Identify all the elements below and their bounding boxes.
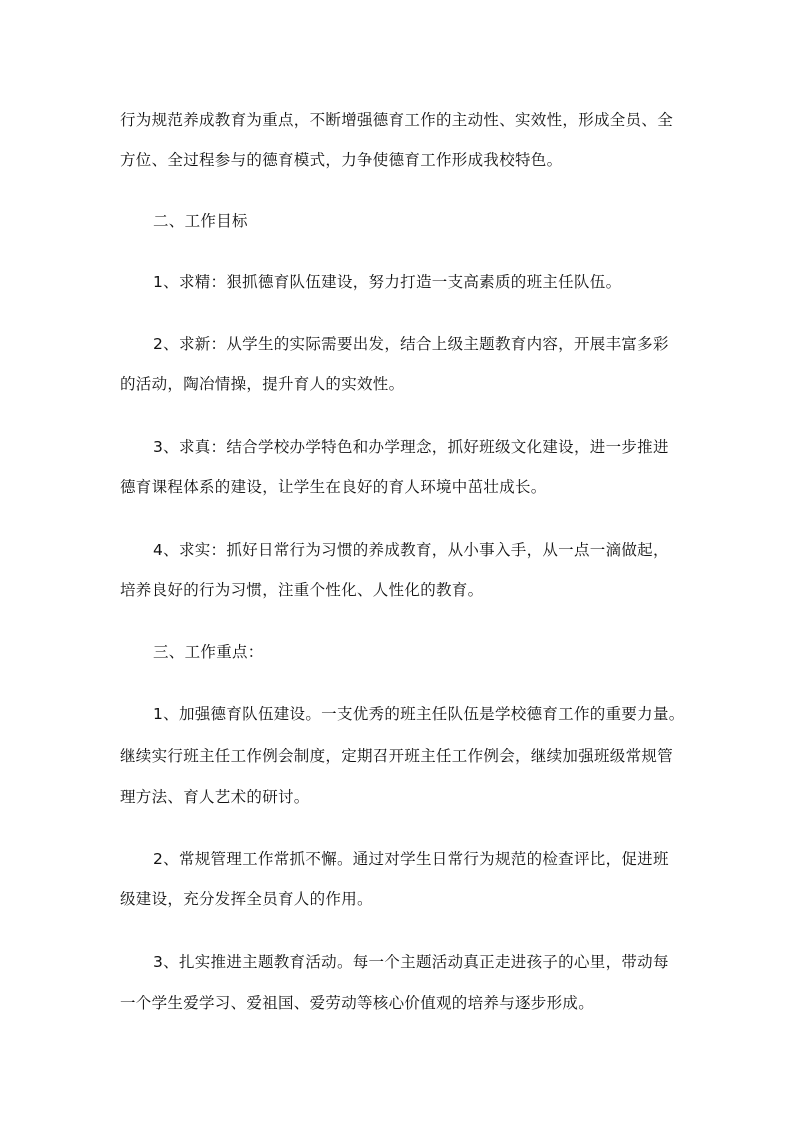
intro-line-2: 方位、全过程参与的德育模式，力争使德育工作形成我校特色。 [120,151,563,169]
focus-1-line-3: 理方法、育人艺术的研讨。 [120,788,310,806]
goal-3-line-1: 3、求真：结合学校办学特色和办学理念，抓好班级文化建设，进一步推进 [153,438,669,456]
focus-3-line-1: 3、扎实推进主题教育活动。每一个主题活动真正走进孩子的心里，带动每 [153,953,669,971]
goal-4-line-2: 培养良好的行为习惯，注重个性化、人性化的教育。 [120,581,484,599]
goal-2-line-1: 2、求新：从学生的实际需要出发，结合上级主题教育内容，开展丰富多彩 [153,335,669,353]
intro-line-1: 行为规范养成教育为重点，不断增强德育工作的主动性、实效性，形成全员、全 [120,111,674,129]
focus-2-line-1: 2、常规管理工作常抓不懈。通过对学生日常行为规范的检查评比，促进班 [153,850,669,868]
section-heading-focus: 三、工作重点： [153,643,264,661]
goal-1-line-1: 1、求精：狠抓德育队伍建设，努力打造一支高素质的班主任队伍。 [153,273,622,291]
section-heading-goals: 二、工作目标 [153,212,248,230]
focus-1-line-2: 继续实行班主任工作例会制度，定期召开班主任工作例会，继续加强班级常规管 [120,747,674,765]
goal-3-line-2: 德育课程体系的建设，让学生在良好的育人环境中茁壮成长。 [120,478,547,496]
focus-1-line-1: 1、加强德育队伍建设。一支优秀的班主任队伍是学校德育工作的重要力量。 [153,705,685,723]
focus-2-line-2: 级建设，充分发挥全员育人的作用。 [120,890,373,908]
goal-2-line-2: 的活动，陶冶情操，提升育人的实效性。 [120,375,405,393]
focus-3-line-2: 一个学生爱学习、爱祖国、爱劳动等核心价值观的培养与逐步形成。 [120,994,595,1012]
goal-4-line-1: 4、求实：抓好日常行为习惯的养成教育，从小事入手，从一点一滴做起， [153,541,669,559]
